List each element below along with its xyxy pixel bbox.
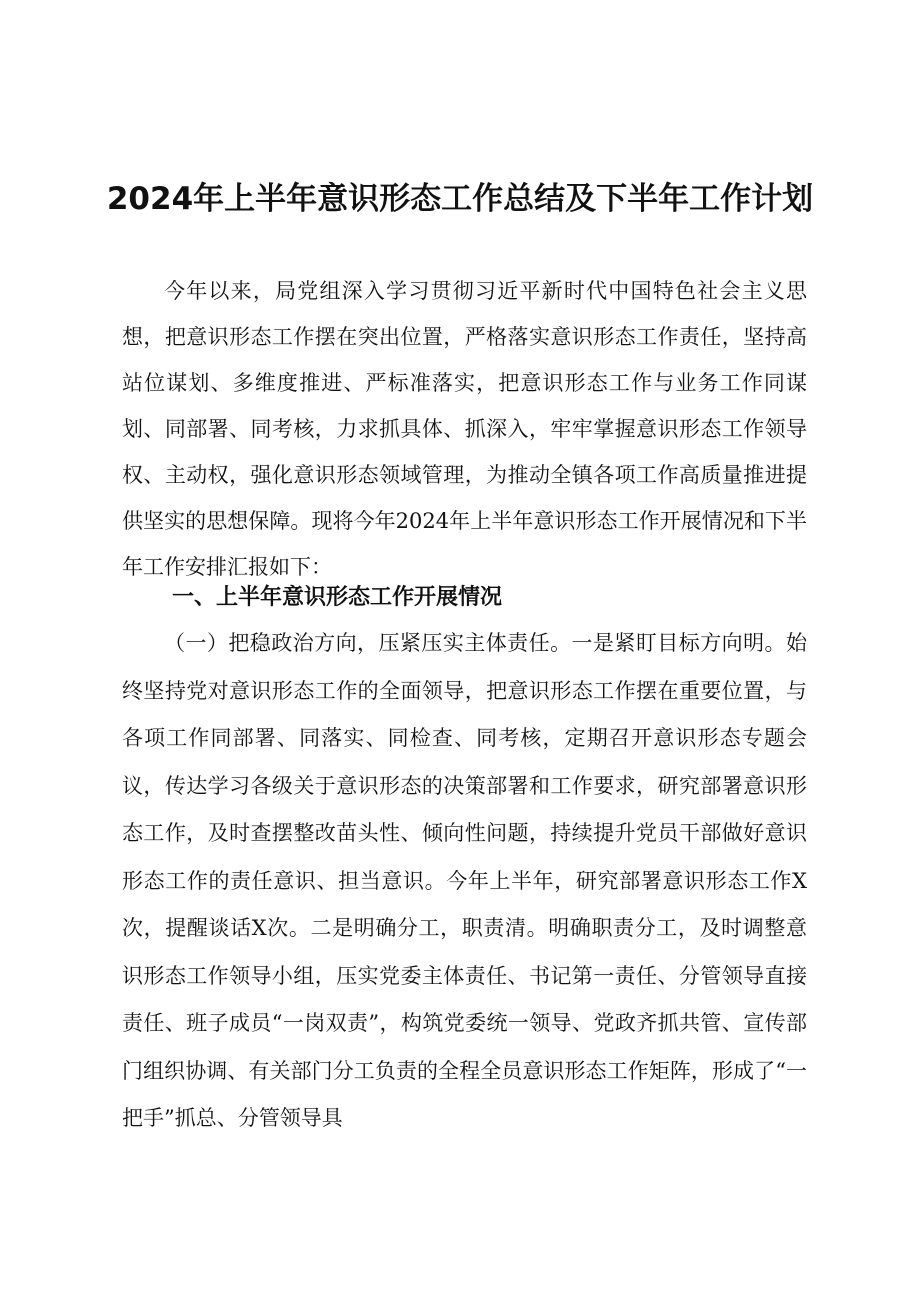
intro-paragraph: 今年以来，局党组深入学习贯彻习近平新时代中国特色社会主义思想，把意识形态工作摆在突出位置，严格落实意识形态工作责任，坚持高站位谋划、多维度推进、严标准落实，把意识形态工作与业务工作同谋划、同部署、同考核，力求抓具体、抓深入，牢牢掌握意识形态工作领导权、主动权，强化意识形态领域管理，为推动全镇各项工作高质量推进提供坚实的思想保障。现将今年2024年上半年意识形态工作开展情况和下半年工作安排汇报如下： xyxy=(122,279,807,579)
document-title: 2024年上半年意识形态工作总结及下半年工作计划 xyxy=(106,180,814,217)
section-paragraph: （一）把稳政治方向，压紧压实主体责任。一是紧盯目标方向明。始终坚持党对意识形态工作的全面领导，把意识形态工作摆在重要位置，与各项工作同部署、同落实、同检查、同考核，定期召开意识形态专题会议，传达学习各级关于意识形态的决策部署和工作要求，研究部署意识形态工作，及时查摆整改苗头性、倾向性问题，持续提升党员干部做好意识形态工作的责任意识、担当意识。今年上半年，研究部署意识形态工作X次，提醒谈话X次。二是明确分工，职责清。明确职责分工，及时调整意识形态工作领导小组，压实党委主体责任、书记第一责任、分管领导直接责任、班子成员“一岗双责”，构筑党委统一领导、党政齐抓共管、宣传部门组织协调、有关部门分工负责的全程全员意识形态工作矩阵，形成了“一把手”抓总、分管领导具 xyxy=(122,631,807,1130)
section-heading: 一、上半年意识形态工作开展情况 xyxy=(172,585,503,610)
